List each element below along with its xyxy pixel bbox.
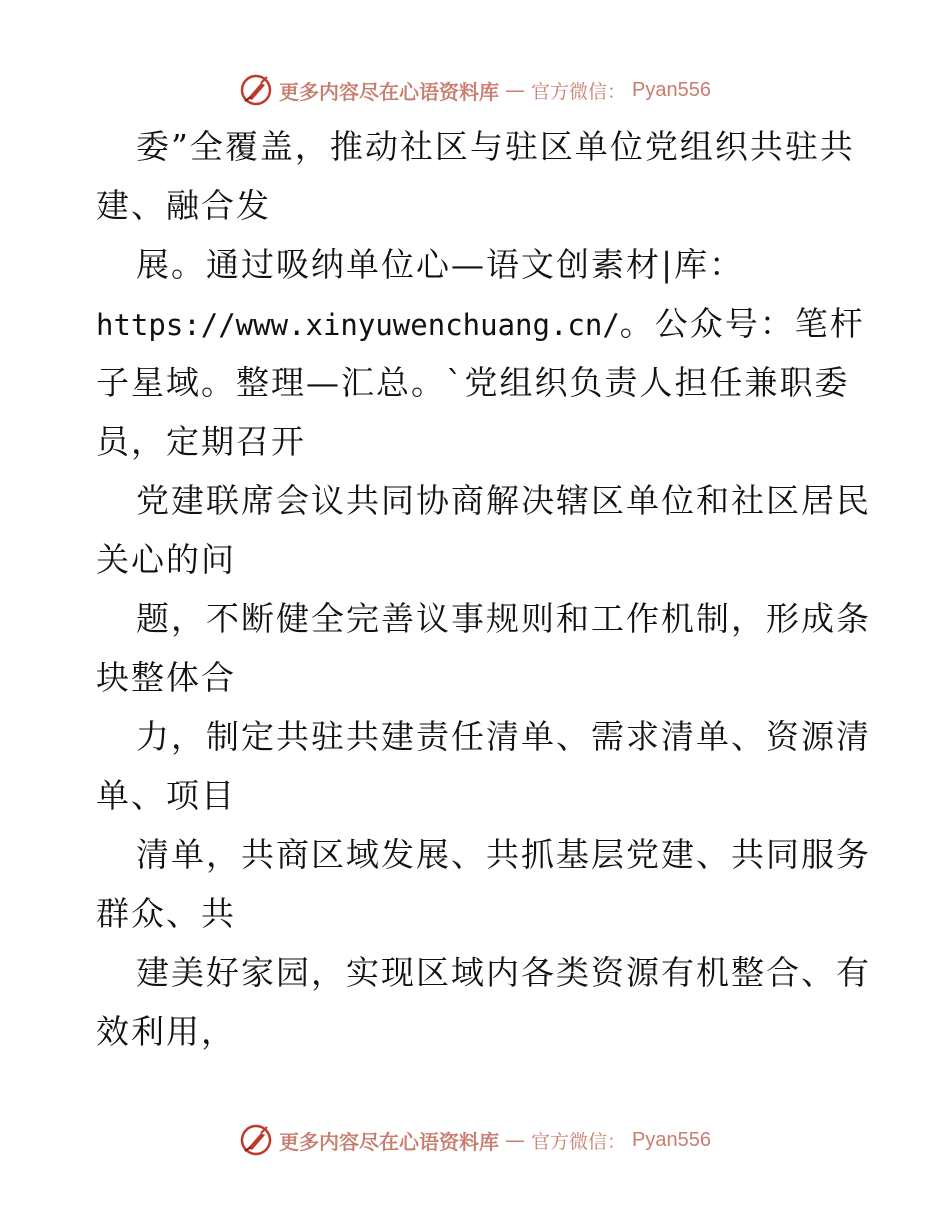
paragraph-line: 单、项目: [96, 776, 236, 815]
quill-pen-circle-icon: [239, 1123, 273, 1157]
paragraph-line: 员，定期召开: [96, 422, 306, 461]
paragraph-line: 建美好家园，实现区域内各类资源有机整合、有: [136, 953, 871, 992]
header-banner: [0, 70, 950, 110]
paragraph-fragment: 。公众号：笔杆: [619, 304, 865, 343]
footer-contact-label: 官方微信：: [531, 1130, 627, 1153]
website-url-text: https://www.xinyuwenchuang.cn/: [96, 308, 620, 342]
paragraph-line: 群众、共: [96, 894, 236, 933]
paragraph-line: 效利用，: [96, 1012, 236, 1051]
footer-wechat-id: Pyan556: [632, 1128, 711, 1151]
paragraph-line: 关心的问: [96, 540, 236, 579]
footer-banner: [0, 1120, 950, 1160]
paragraph-line: 块整体合: [96, 658, 236, 697]
paragraph-line: 展。通过吸纳单位心—语文创素材|库：: [136, 245, 745, 284]
paragraph-line: 清单，共商区域发展、共抓基层党建、共同服务: [136, 835, 871, 874]
header-wechat-id: Pyan556: [632, 78, 711, 101]
quill-pen-circle-icon: [239, 73, 273, 107]
paragraph-line: 子星域。整理—汇总。`党组织负责人担任兼职委: [96, 363, 850, 402]
paragraph-line: 建、融合发: [96, 186, 271, 225]
paragraph-line: 委”全覆盖，推动社区与驻区单位党组织共驻共: [136, 127, 855, 166]
paragraph-line: 党建联席会议共同协商解决辖区单位和社区居民: [136, 481, 871, 520]
header-brand-text: 更多内容尽在心语资料库: [279, 79, 499, 104]
paragraph-line: 题，不断健全完善议事规则和工作机制，形成条: [136, 599, 871, 638]
footer-separator: —: [505, 1128, 525, 1152]
footer-brand-text: 更多内容尽在心语资料库: [279, 1129, 499, 1154]
document-body: [96, 117, 871, 1061]
paragraph-line: 力，制定共驻共建责任清单、需求清单、资源清: [136, 717, 871, 756]
url-line: [96, 294, 865, 353]
header-contact-label: 官方微信：: [531, 80, 627, 103]
header-separator: —: [505, 78, 525, 102]
